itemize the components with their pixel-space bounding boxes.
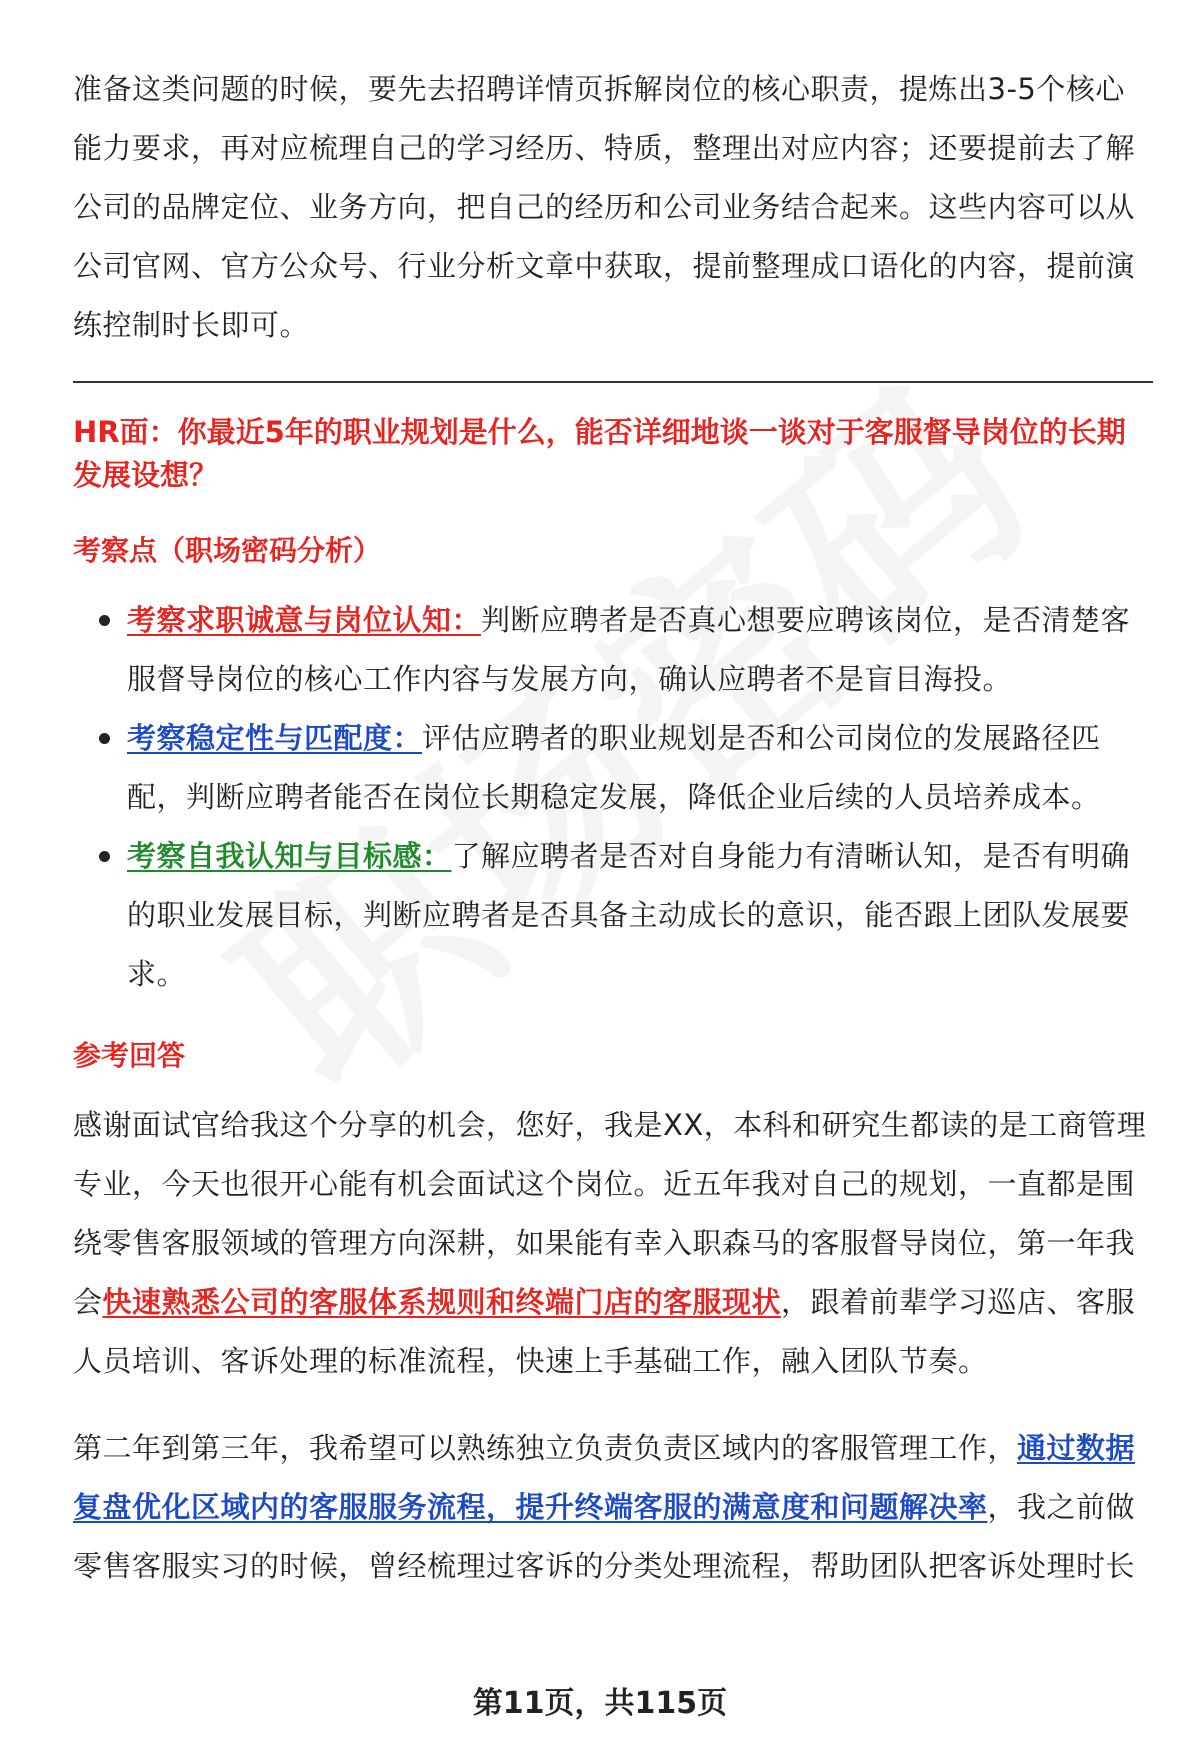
- assessment-keyword: 考察求职诚意与岗位认知：: [127, 603, 482, 637]
- answer-paragraph-2: [73, 1419, 1153, 1596]
- assessment-point: [73, 709, 1153, 827]
- answer-highlight: 快速熟悉公司的客服体系规则和终端门店的客服现状: [102, 1285, 782, 1319]
- assessment-title: 考察点（职场密码分析）: [73, 534, 382, 567]
- assessment-text: 判断应聘者是否真心想要应聘该岗位，是否清楚客服督导岗位的核心工作内容与发展方向，确认应聘者不是盲目海投。: [127, 603, 1131, 696]
- answer-text: 感谢面试官给我这个分享的机会，您好，我是XX，本科和研究生都读的是工商管理专业，今天也很开心能有机会面试这个岗位。近五年我对自己的规划，一直都是围绕零售客服领域的管理方向深耕，如果能有幸入职森马的客服督导岗位，第一年我会: [73, 1108, 1147, 1319]
- answer-text: ，跟着前辈学习巡店、客服人员培训、客诉处理的标准流程，快速上手基础工作，融入团队节奏。: [73, 1285, 1136, 1378]
- hr-question: HR面：你最近5年的职业规划是什么，能否详细地谈一谈对于客服督导岗位的长期发展设想？: [73, 415, 1126, 492]
- assessment-text: 了解应聘者是否对自身能力有清晰认知，是否有明确的职业发展目标，判断应聘者是否具备主动成长的意识，能否跟上团队发展要求。: [127, 839, 1131, 991]
- answer-highlight: 通过数据复盘优化区域内的客服服务流程，提升终端客服的满意度和问题解决率: [73, 1431, 1136, 1524]
- bullet-icon: [99, 733, 110, 744]
- bullet-icon: [99, 851, 110, 862]
- answer-text: 第二年到第三年，我希望可以熟练独立负责负责区域内的客服管理工作，: [73, 1431, 1018, 1465]
- document-page: [73, 60, 1153, 1596]
- section-divider: [73, 381, 1153, 383]
- intro-paragraph: 准备这类问题的时候，要先去招聘详情页拆解岗位的核心职责，提炼出3-5个核心能力要求，再对应梳理自己的学习经历、特质，整理出对应内容；还要提前去了解公司的品牌定位、业务方向，把自己的经历和公司业务结合起来。这些内容可以从公司官网、官方公众号、行业分析文章中获取，提前整理成口语化的内容，提前演练控制时长即可。: [73, 72, 1136, 342]
- answer-paragraph-1: [73, 1096, 1153, 1391]
- assessment-list: [73, 591, 1153, 1004]
- assessment-point: [73, 827, 1153, 1004]
- assessment-point: [73, 591, 1153, 709]
- page-number: 第11页，共115页: [472, 1686, 728, 1721]
- assessment-text: 评估应聘者的职业规划是否和公司岗位的发展路径匹配，判断应聘者能否在岗位长期稳定发展，降低企业后续的人员培养成本。: [127, 721, 1101, 814]
- answer-title: 参考回答: [73, 1039, 186, 1072]
- answer-text: ，我之前做零售客服实习的时候，曾经梳理过客诉的分类处理流程，帮助团队把客诉处理时长: [73, 1490, 1136, 1583]
- assessment-keyword: 考察自我认知与目标感：: [127, 839, 452, 873]
- bullet-icon: [99, 615, 110, 626]
- assessment-keyword: 考察稳定性与匹配度：: [127, 721, 423, 755]
